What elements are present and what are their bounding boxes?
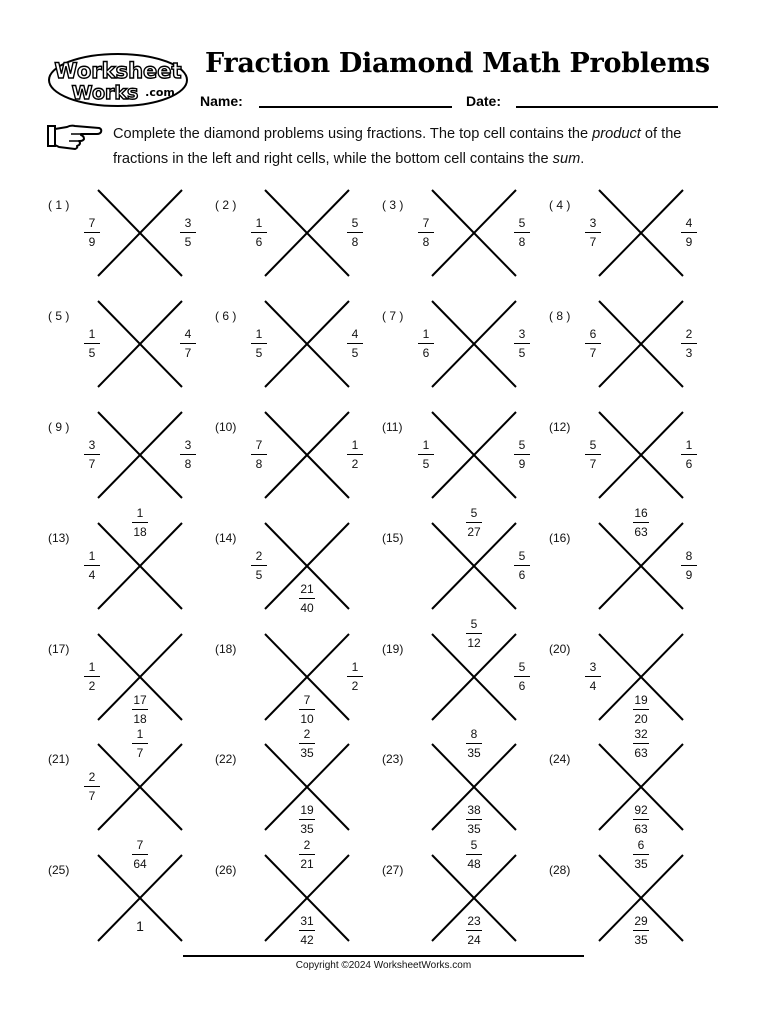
left-cell-fraction: [77, 438, 107, 471]
fraction-bar: [514, 343, 530, 344]
diamond-cross: [432, 301, 516, 387]
copyright-text: Copyright ©2024 WorksheetWorks.com: [295, 960, 472, 971]
page-title: Fraction Diamond Math Problems: [205, 48, 710, 79]
denominator: 42: [300, 933, 314, 947]
numerator: 4: [184, 327, 192, 341]
denominator: 5: [88, 346, 96, 360]
fraction-bar: [299, 819, 315, 820]
fraction-bar: [514, 565, 530, 566]
denominator: 7: [589, 457, 597, 471]
denominator: 35: [467, 822, 481, 836]
left-cell-fraction: [578, 438, 608, 471]
problem-number: (17): [48, 642, 70, 656]
right-cell-fraction: [507, 549, 537, 582]
denominator: 35: [467, 746, 481, 760]
problem-number: ( 2 ): [215, 198, 237, 212]
problem-number: (14): [215, 531, 237, 545]
fraction-bar: [466, 930, 482, 931]
diamond-cross: [98, 301, 182, 387]
problem-number: (19): [382, 642, 404, 656]
fraction-bar: [132, 854, 148, 855]
fraction-bar: [585, 454, 601, 455]
top-cell-fraction: [125, 727, 155, 760]
diamond-cross: [265, 412, 349, 498]
denominator: 63: [634, 746, 648, 760]
diamond-cross: [432, 412, 516, 498]
numerator: 1: [685, 438, 693, 452]
problem-number: (12): [549, 420, 571, 434]
numerator: 6: [637, 838, 645, 852]
bottom-cell-fraction: [459, 803, 489, 836]
right-cell-fraction: [173, 327, 203, 360]
bottom-cell-fraction: [292, 582, 322, 615]
numerator: 7: [88, 216, 96, 230]
fraction-bar: [180, 343, 196, 344]
problem-number: ( 9 ): [48, 420, 70, 434]
denominator: 5: [184, 235, 192, 249]
numerator: 21: [300, 582, 314, 596]
left-cell-fraction: [244, 327, 274, 360]
numerator: 6: [589, 327, 597, 341]
problem-number: (25): [48, 863, 70, 877]
diamond-cross: [98, 190, 182, 276]
denominator: 8: [351, 235, 359, 249]
worksheetworks-logo: [47, 52, 189, 108]
denominator: 10: [300, 712, 314, 726]
denominator: 6: [255, 235, 263, 249]
fraction-bar: [514, 454, 530, 455]
fraction-bar: [681, 232, 697, 233]
denominator: 5: [351, 346, 359, 360]
denominator: 24: [467, 933, 481, 947]
denominator: 7: [184, 346, 192, 360]
numerator: 7: [422, 216, 430, 230]
numerator: 7: [136, 838, 144, 852]
numerator: 8: [470, 727, 478, 741]
numerator: 5: [470, 838, 478, 852]
fraction-bar: [84, 676, 100, 677]
denominator: 35: [634, 933, 648, 947]
bottom-cell-fraction: [459, 914, 489, 947]
numerator: 3: [518, 327, 526, 341]
numerator: 32: [634, 727, 648, 741]
numerator: 19: [634, 693, 648, 707]
diamond-cross: [265, 190, 349, 276]
denominator: 2: [351, 457, 359, 471]
numerator: 2: [88, 770, 96, 784]
numerator: 19: [300, 803, 314, 817]
diamond-cross: [432, 190, 516, 276]
denominator: 8: [184, 457, 192, 471]
problem-number: (15): [382, 531, 404, 545]
numerator: 4: [685, 216, 693, 230]
numerator: 1: [351, 438, 359, 452]
fraction-bar: [251, 232, 267, 233]
fraction-bar: [585, 232, 601, 233]
numerator: 1: [422, 438, 430, 452]
left-cell-fraction: [411, 327, 441, 360]
right-cell-fraction: [674, 216, 704, 249]
fraction-bar: [132, 522, 148, 523]
numerator: 1: [136, 506, 144, 520]
denominator: 3: [685, 346, 693, 360]
denominator: 63: [634, 822, 648, 836]
denominator: 7: [589, 235, 597, 249]
numerator: 3: [184, 216, 192, 230]
denominator: 5: [518, 346, 526, 360]
denominator: 9: [88, 235, 96, 249]
right-cell-fraction: [507, 216, 537, 249]
problem-number: (23): [382, 752, 404, 766]
left-cell-fraction: [244, 438, 274, 471]
fraction-bar: [633, 930, 649, 931]
fraction-bar: [84, 454, 100, 455]
denominator: 8: [422, 235, 430, 249]
fraction-bar: [466, 854, 482, 855]
fraction-bar: [514, 676, 530, 677]
denominator: 35: [634, 857, 648, 871]
denominator: 5: [255, 568, 263, 582]
problem-number: (24): [549, 752, 571, 766]
denominator: 8: [255, 457, 263, 471]
problem-number: (22): [215, 752, 237, 766]
numerator: 31: [300, 914, 314, 928]
fraction-bar: [84, 232, 100, 233]
denominator: 4: [88, 568, 96, 582]
numerator: 5: [518, 660, 526, 674]
numerator: 16: [634, 506, 648, 520]
numerator: 5: [589, 438, 597, 452]
denominator: 9: [685, 568, 693, 582]
denominator: 18: [133, 525, 147, 539]
numerator: 1: [422, 327, 430, 341]
numerator: 1: [88, 660, 96, 674]
right-cell-fraction: [340, 438, 370, 471]
denominator: 5: [255, 346, 263, 360]
numerator: 5: [518, 549, 526, 563]
problem-number: ( 4 ): [549, 198, 571, 212]
top-cell-fraction: [125, 506, 155, 539]
left-cell-fraction: [578, 327, 608, 360]
denominator: 6: [518, 568, 526, 582]
denominator: 35: [300, 822, 314, 836]
fraction-bar: [466, 819, 482, 820]
denominator: 12: [467, 636, 481, 650]
fraction-bar: [299, 930, 315, 931]
bottom-cell-fraction: [626, 803, 656, 836]
numerator: 5: [470, 506, 478, 520]
left-cell-fraction: [244, 549, 274, 582]
denominator: 48: [467, 857, 481, 871]
denominator: 6: [518, 679, 526, 693]
diamond-cross: [98, 412, 182, 498]
bottom-cell-fraction: [292, 693, 322, 726]
denominator: 18: [133, 712, 147, 726]
denominator: 7: [88, 789, 96, 803]
right-cell-fraction: [674, 438, 704, 471]
fraction-bar: [132, 709, 148, 710]
fraction-bar: [347, 454, 363, 455]
svg-text:.com: .com: [145, 86, 175, 99]
denominator: 21: [300, 857, 314, 871]
left-cell-fraction: [578, 216, 608, 249]
fraction-bar: [681, 454, 697, 455]
svg-text:Works: Works: [71, 82, 139, 104]
problem-number: (21): [48, 752, 70, 766]
fraction-bar: [514, 232, 530, 233]
denominator: 63: [634, 525, 648, 539]
left-cell-fraction: [77, 216, 107, 249]
fraction-bar: [418, 232, 434, 233]
footer-divider: [183, 955, 584, 957]
top-cell-fraction: [626, 727, 656, 760]
denominator: 4: [589, 679, 597, 693]
fraction-bar: [633, 854, 649, 855]
numerator: 1: [255, 327, 263, 341]
top-cell-fraction: [292, 727, 322, 760]
numerator: 3: [88, 438, 96, 452]
fraction-bar: [347, 232, 363, 233]
fraction-bar: [633, 522, 649, 523]
svg-text:Worksheet: Worksheet: [54, 59, 182, 83]
numerator: 2: [255, 549, 263, 563]
right-cell-fraction: [173, 438, 203, 471]
numerator: 7: [303, 693, 311, 707]
problem-number: (16): [549, 531, 571, 545]
problem-number: (28): [549, 863, 571, 877]
fraction-bar: [347, 343, 363, 344]
numerator: 7: [255, 438, 263, 452]
top-cell-fraction: [626, 838, 656, 871]
fraction-bar: [418, 454, 434, 455]
right-cell-fraction: [507, 327, 537, 360]
left-cell-fraction: [411, 216, 441, 249]
problem-number: (10): [215, 420, 237, 434]
name-field[interactable]: [259, 106, 452, 108]
top-cell-fraction: [292, 838, 322, 871]
right-cell-fraction: [507, 438, 537, 471]
fraction-bar: [251, 343, 267, 344]
denominator: 2: [88, 679, 96, 693]
numerator: 1: [255, 216, 263, 230]
numerator: 8: [685, 549, 693, 563]
fraction-bar: [633, 709, 649, 710]
fraction-bar: [299, 743, 315, 744]
fraction-bar: [180, 454, 196, 455]
left-cell-fraction: [77, 770, 107, 803]
left-cell-fraction: [77, 549, 107, 582]
problem-number: (26): [215, 863, 237, 877]
numerator: 5: [518, 216, 526, 230]
right-cell-fraction: [674, 327, 704, 360]
fraction-bar: [466, 633, 482, 634]
bottom-cell-fraction: [292, 914, 322, 947]
right-cell-fraction: [340, 216, 370, 249]
numerator: 17: [133, 693, 147, 707]
numerator: 1: [351, 660, 359, 674]
diamond-cross: [599, 301, 683, 387]
problem-number: (20): [549, 642, 571, 656]
numerator: 1: [88, 549, 96, 563]
numerator: 1: [88, 327, 96, 341]
left-cell-fraction: [77, 327, 107, 360]
problem-number: ( 3 ): [382, 198, 404, 212]
top-cell-fraction: [459, 727, 489, 760]
fraction-bar: [466, 743, 482, 744]
bottom-cell-fraction: [292, 803, 322, 836]
fraction-bar: [347, 676, 363, 677]
denominator: 7: [88, 457, 96, 471]
numerator: 4: [351, 327, 359, 341]
denominator: 27: [467, 525, 481, 539]
numerator: 3: [589, 216, 597, 230]
fraction-bar: [84, 343, 100, 344]
numerator: 92: [634, 803, 648, 817]
diamond-cross: [599, 190, 683, 276]
numerator: 5: [351, 216, 359, 230]
top-cell-fraction: [459, 617, 489, 650]
diamond-cross: [265, 301, 349, 387]
fraction-bar: [251, 565, 267, 566]
fraction-bar: [633, 819, 649, 820]
denominator: 8: [518, 235, 526, 249]
fraction-bar: [84, 786, 100, 787]
numerator: 2: [303, 838, 311, 852]
problem-number: ( 6 ): [215, 309, 237, 323]
bottom-cell-fraction: [626, 914, 656, 947]
problem-number: ( 1 ): [48, 198, 70, 212]
fraction-bar: [633, 743, 649, 744]
denominator: 5: [422, 457, 430, 471]
left-cell-fraction: [411, 438, 441, 471]
problem-number: (13): [48, 531, 70, 545]
numerator: 23: [467, 914, 481, 928]
top-cell-fraction: [459, 506, 489, 539]
problem-number: (11): [382, 420, 403, 434]
fraction-bar: [681, 565, 697, 566]
bottom-cell-fraction: [626, 693, 656, 726]
fraction-bar: [585, 343, 601, 344]
denominator: 2: [351, 679, 359, 693]
right-cell-fraction: [507, 660, 537, 693]
top-cell-fraction: [626, 506, 656, 539]
denominator: 35: [300, 746, 314, 760]
left-cell-fraction: [578, 660, 608, 693]
problem-number: ( 8 ): [549, 309, 571, 323]
numerator: 2: [685, 327, 693, 341]
problem-number: (27): [382, 863, 404, 877]
instructions: Complete the diamond problems using fractions. The top cell contains the product of the fractions in the left and right cells, while the bottom cell contains the sum.: [113, 126, 682, 167]
denominator: 64: [133, 857, 147, 871]
left-cell-fraction: [244, 216, 274, 249]
fraction-bar: [251, 454, 267, 455]
name-label: Name:: [200, 93, 243, 109]
denominator: 7: [589, 346, 597, 360]
fraction-bar: [299, 854, 315, 855]
fraction-bar: [418, 343, 434, 344]
fraction-bar: [84, 565, 100, 566]
fraction-bar: [299, 709, 315, 710]
date-label: Date:: [466, 93, 502, 109]
top-cell-fraction: [125, 838, 155, 871]
right-cell-fraction: [340, 660, 370, 693]
fraction-bar: [299, 598, 315, 599]
denominator: 6: [685, 457, 693, 471]
right-cell-fraction: [674, 549, 704, 582]
right-cell-fraction: [340, 327, 370, 360]
numerator: 1: [136, 727, 144, 741]
fraction-bar: [180, 232, 196, 233]
pointing-hand-icon: [47, 122, 103, 150]
problem-number: ( 5 ): [48, 309, 70, 323]
denominator: 20: [634, 712, 648, 726]
numerator: 2: [303, 727, 311, 741]
bottom-cell-whole: 1: [136, 918, 144, 934]
fraction-bar: [132, 743, 148, 744]
bottom-cell-fraction: [125, 693, 155, 726]
problem-number: (18): [215, 642, 237, 656]
denominator: 9: [518, 457, 526, 471]
denominator: 6: [422, 346, 430, 360]
left-cell-fraction: [77, 660, 107, 693]
denominator: 9: [685, 235, 693, 249]
numerator: 5: [470, 617, 478, 631]
numerator: 3: [589, 660, 597, 674]
numerator: 29: [634, 914, 648, 928]
diamond-cross: [599, 412, 683, 498]
fraction-bar: [466, 522, 482, 523]
denominator: 7: [136, 746, 144, 760]
problem-number: ( 7 ): [382, 309, 404, 323]
numerator: 3: [184, 438, 192, 452]
denominator: 40: [300, 601, 314, 615]
date-field[interactable]: [516, 106, 718, 108]
fraction-bar: [681, 343, 697, 344]
numerator: 5: [518, 438, 526, 452]
top-cell-fraction: [459, 838, 489, 871]
right-cell-fraction: [173, 216, 203, 249]
numerator: 38: [467, 803, 481, 817]
fraction-bar: [585, 676, 601, 677]
